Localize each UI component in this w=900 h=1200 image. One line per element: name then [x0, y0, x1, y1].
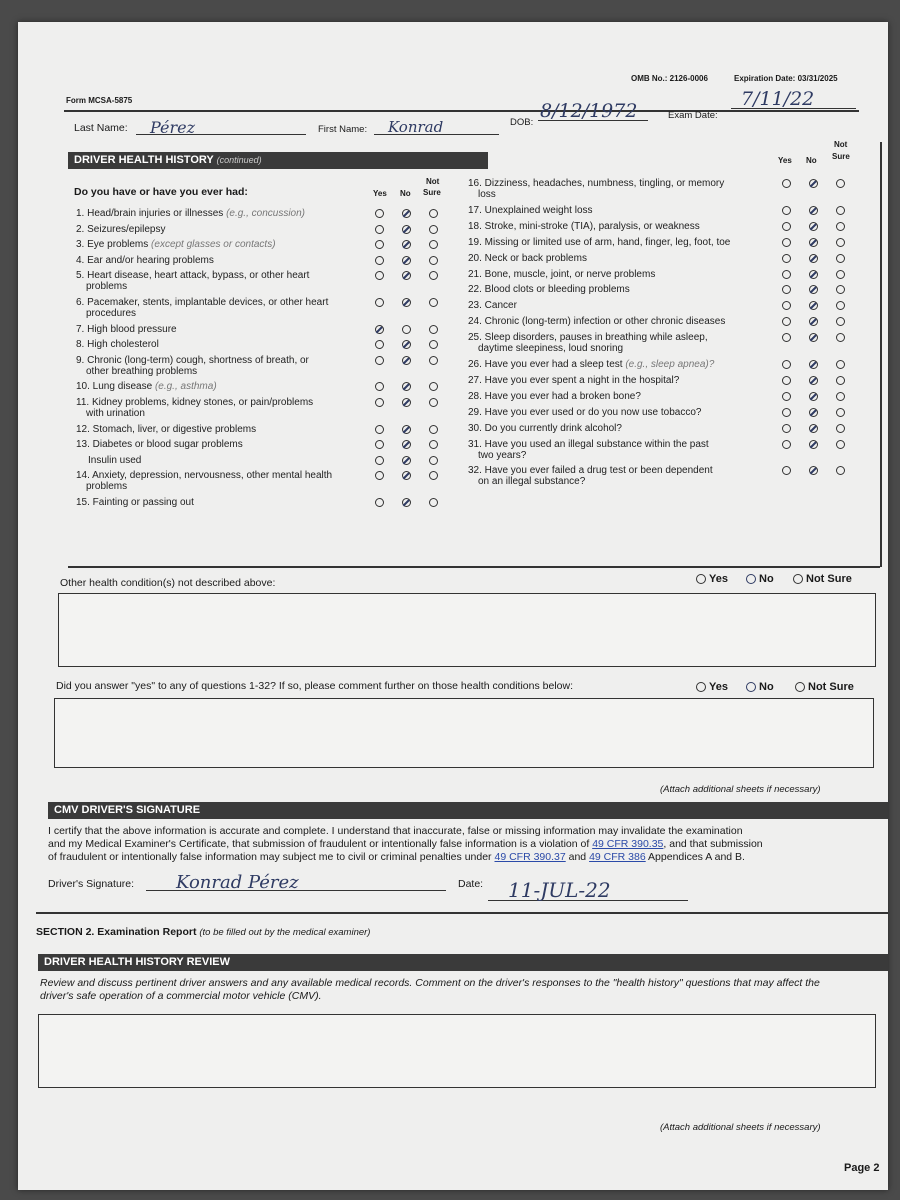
no-radio[interactable] — [809, 238, 818, 247]
review-title: DRIVER HEALTH HISTORY REVIEW — [44, 956, 231, 968]
no-radio[interactable] — [809, 376, 818, 385]
question-text: 25. Sleep disorders, pauses in breathing while asleep, daytime sleepiness, loud snoring — [468, 332, 708, 355]
question-text: 7. High blood pressure — [76, 323, 177, 335]
yes-radio[interactable] — [375, 209, 384, 218]
question-text: Insulin used — [88, 454, 142, 466]
expiration-date: Expiration Date: 03/31/2025 — [734, 74, 838, 83]
section2-title: SECTION 2. Examination Report — [36, 926, 197, 938]
first-name-value: Konrad — [388, 118, 444, 136]
drivers-signature-label: Driver's Signature: — [48, 878, 135, 890]
yes-radio[interactable] — [782, 254, 791, 263]
yes-radio[interactable] — [782, 424, 791, 433]
no-radio[interactable] — [402, 225, 411, 234]
question-text: 11. Kidney problems, kidney stones, or pain/problems with urination — [76, 397, 314, 419]
header-rule — [64, 110, 859, 112]
no-radio[interactable] — [809, 392, 818, 401]
cert-line-3: of fraudulent or intentionally false information may subject me to civil or criminal penalties under 49 CFR 390.37 and 49 CFR 386 Appendices A and B. — [48, 851, 745, 863]
yes-any-yes-option[interactable]: Yes — [696, 681, 728, 693]
not-sure-radio[interactable] — [836, 392, 845, 401]
history-right-border — [880, 142, 882, 567]
yes-radio[interactable] — [375, 456, 384, 465]
no-radio[interactable] — [809, 466, 818, 475]
not-sure-radio[interactable] — [836, 424, 845, 433]
question-text: 23. Cancer — [468, 300, 517, 312]
yes-radio[interactable] — [782, 179, 791, 188]
yes-radio[interactable] — [375, 340, 384, 349]
yes-radio[interactable] — [782, 392, 791, 401]
no-radio[interactable] — [402, 298, 411, 307]
dob-field[interactable] — [538, 100, 648, 121]
not-sure-radio[interactable] — [429, 440, 438, 449]
right-col-not: Not — [834, 140, 848, 149]
dob-value: 8/12/1972 — [540, 100, 638, 122]
section2-heading — [36, 926, 370, 938]
cfr-390-37-link[interactable]: 49 CFR 390.37 — [494, 851, 566, 863]
question-text: 24. Chronic (long-term) infection or other chronic diseases — [468, 316, 726, 328]
review-attach-note: (Attach additional sheets if necessary) — [660, 1122, 821, 1133]
drivers-signature-field[interactable] — [146, 872, 446, 891]
no-radio[interactable] — [402, 209, 411, 218]
not-sure-radio[interactable] — [429, 425, 438, 434]
no-radio[interactable] — [402, 398, 411, 407]
signature-date-field[interactable] — [488, 878, 688, 901]
no-radio[interactable] — [402, 425, 411, 434]
yes-radio[interactable] — [375, 225, 384, 234]
exam-date-value: 7/11/22 — [741, 88, 815, 110]
first-name-field[interactable] — [374, 118, 499, 135]
question-text: 26. Have you ever had a sleep test (e.g., sleep apnea)? — [468, 359, 715, 370]
review-section-bar — [38, 954, 888, 971]
question-text: 16. Dizziness, headaches, numbness, tingling, or memory loss — [468, 178, 725, 200]
no-radio[interactable] — [809, 360, 818, 369]
omb-number: OMB No.: 2126-0006 — [631, 74, 708, 83]
no-radio[interactable] — [809, 270, 818, 279]
right-col-no: No — [806, 156, 817, 165]
not-sure-radio[interactable] — [836, 254, 845, 263]
review-instructions: Review and discuss pertinent driver answers and any available medical records. Comment on the driver's responses to the "health history" questions that may affect the driver's safe operation of a commercial motor vehicle (CMV). — [40, 977, 820, 1002]
exam-date-field[interactable] — [731, 88, 856, 109]
form-number: Form MCSA-5875 — [66, 96, 133, 105]
last-name-value: Pérez — [150, 118, 196, 137]
question-text: 22. Blood clots or bleeding problems — [468, 284, 630, 296]
question-text: 19. Missing or limited use of arm, hand, finger, leg, foot, toe — [468, 236, 731, 248]
not-sure-radio[interactable] — [429, 271, 438, 280]
yes-radio[interactable] — [782, 206, 791, 215]
question-text: 13. Diabetes or blood sugar problems — [76, 439, 243, 451]
yes-radio[interactable] — [782, 238, 791, 247]
yes-radio[interactable] — [375, 240, 384, 249]
not-sure-radio[interactable] — [429, 382, 438, 391]
last-name-field[interactable] — [136, 118, 306, 135]
yes-any-no-option[interactable]: No — [746, 681, 774, 693]
other-no-option[interactable]: No — [746, 573, 774, 585]
not-sure-radio[interactable] — [429, 298, 438, 307]
yes-radio[interactable] — [375, 325, 384, 334]
no-radio[interactable] — [402, 456, 411, 465]
other-yes-radio[interactable] — [696, 574, 706, 584]
not-sure-radio[interactable] — [836, 317, 845, 326]
no-radio[interactable] — [809, 424, 818, 433]
not-sure-radio[interactable] — [429, 356, 438, 365]
question-text: 20. Neck or back problems — [468, 252, 587, 264]
cert-line-1: I certify that the above information is accurate and complete. I understand that inaccurate, false or missing information may invalidate the examination — [48, 825, 743, 837]
form-page — [18, 22, 888, 1190]
yes-radio[interactable] — [375, 498, 384, 507]
yes-radio[interactable] — [782, 222, 791, 231]
question-text: 32. Have you ever failed a drug test or been dependent on an illegal substance? — [468, 465, 713, 488]
question-text: 29. Have you ever used or do you now use tobacco? — [468, 406, 702, 418]
not-sure-radio[interactable] — [836, 222, 845, 231]
yes-any-not-sure-radio[interactable] — [795, 682, 805, 692]
signature-title: CMV DRIVER'S SIGNATURE — [54, 804, 201, 816]
no-radio[interactable] — [402, 271, 411, 280]
question-text: 9. Chronic (long-term) cough, shortness of breath, or other breathing problems — [76, 354, 309, 377]
yes-radio[interactable] — [782, 466, 791, 475]
question-text: 1. Head/brain injuries or illnesses (e.g., concussion) — [76, 208, 306, 219]
yes-any-label: Did you answer "yes" to any of questions 1-32? If so, please comment further on those health conditions below: — [56, 680, 573, 692]
other-not-sure-radio[interactable] — [793, 574, 803, 584]
not-sure-radio[interactable] — [836, 408, 845, 417]
not-sure-radio[interactable] — [429, 209, 438, 218]
yes-radio[interactable] — [782, 317, 791, 326]
yes-radio[interactable] — [375, 471, 384, 480]
cert-line-2: and my Medical Examiner's Certificate, that submission of fraudulent or intentionally false information is a violation of 49 CFR 390.35, and that submission — [48, 838, 763, 850]
yes-radio[interactable] — [782, 270, 791, 279]
section2-note: (to be filled out by the medical examiner) — [199, 927, 371, 938]
history-title-suffix: (continued) — [216, 155, 262, 165]
question-text: 5. Heart disease, heart attack, bypass, or other heart problems — [76, 270, 310, 293]
not-sure-radio[interactable] — [836, 466, 845, 475]
other-not-sure-option[interactable]: Not Sure — [793, 573, 852, 585]
yes-radio[interactable] — [375, 356, 384, 365]
yes-radio[interactable] — [375, 398, 384, 407]
signature-section-bar — [48, 802, 888, 819]
yes-radio[interactable] — [782, 440, 791, 449]
no-radio[interactable] — [809, 222, 818, 231]
history-question-header: Do you have or have you ever had: — [74, 186, 248, 198]
left-col-not: Not — [426, 177, 440, 186]
not-sure-radio[interactable] — [836, 238, 845, 247]
yes-any-attach-note: (Attach additional sheets if necessary) — [660, 784, 821, 795]
right-col-sure: Sure — [832, 152, 850, 161]
exam-date-label: Exam Date: — [668, 110, 718, 121]
question-text: 3. Eye problems (except glasses or contacts) — [76, 239, 276, 251]
not-sure-radio[interactable] — [429, 456, 438, 465]
no-radio[interactable] — [809, 440, 818, 449]
no-radio[interactable] — [809, 206, 818, 215]
other-no-radio[interactable] — [746, 574, 756, 584]
not-sure-radio[interactable] — [429, 225, 438, 234]
question-text: 2. Seizures/epilepsy — [76, 223, 166, 235]
not-sure-radio[interactable] — [429, 471, 438, 480]
yes-radio[interactable] — [782, 408, 791, 417]
page-number: Page 2 — [844, 1162, 880, 1174]
yes-radio[interactable] — [782, 285, 791, 294]
no-radio[interactable] — [809, 254, 818, 263]
no-radio[interactable] — [402, 382, 411, 391]
yes-any-comment-textbox[interactable] — [54, 698, 874, 768]
review-comment-textbox[interactable] — [38, 1014, 876, 1088]
not-sure-radio[interactable] — [836, 333, 845, 342]
other-conditions-textbox[interactable] — [58, 593, 876, 667]
no-radio[interactable] — [809, 285, 818, 294]
no-radio[interactable] — [402, 325, 411, 334]
yes-radio[interactable] — [782, 301, 791, 310]
drivers-signature-value: Konrad Pérez — [176, 872, 299, 893]
not-sure-radio[interactable] — [836, 440, 845, 449]
question-text: 12. Stomach, liver, or digestive problems — [76, 423, 257, 435]
not-sure-radio[interactable] — [836, 270, 845, 279]
question-text: 6. Pacemaker, stents, implantable devices, or other heart procedures — [76, 297, 329, 319]
no-radio[interactable] — [402, 440, 411, 449]
question-text: 15. Fainting or passing out — [76, 497, 194, 508]
yes-radio[interactable] — [782, 333, 791, 342]
question-text: 10. Lung disease (e.g., asthma) — [76, 381, 217, 393]
question-text: 27. Have you ever spent a night in the hospital? — [468, 374, 680, 386]
not-sure-radio[interactable] — [429, 498, 438, 507]
no-radio[interactable] — [402, 240, 411, 249]
history-title: DRIVER HEALTH HISTORY — [74, 154, 214, 166]
yes-radio[interactable] — [375, 271, 384, 280]
no-radio[interactable] — [402, 471, 411, 480]
certification-text — [48, 825, 888, 864]
no-radio[interactable] — [402, 498, 411, 507]
not-sure-radio[interactable] — [836, 376, 845, 385]
not-sure-radio[interactable] — [836, 285, 845, 294]
no-radio[interactable] — [402, 340, 411, 349]
history-bottom-rule — [68, 566, 880, 568]
no-radio[interactable] — [809, 408, 818, 417]
other-yes-option[interactable]: Yes — [696, 573, 728, 585]
no-radio[interactable] — [402, 356, 411, 365]
not-sure-radio[interactable] — [429, 325, 438, 334]
first-name-label: First Name: — [318, 124, 368, 135]
no-radio[interactable] — [809, 333, 818, 342]
right-col-yes: Yes — [778, 156, 792, 165]
not-sure-radio[interactable] — [836, 301, 845, 310]
yes-radio[interactable] — [375, 382, 384, 391]
yes-any-not-sure-option[interactable]: Not Sure — [795, 681, 854, 693]
yes-radio[interactable] — [782, 360, 791, 369]
no-radio[interactable] — [402, 256, 411, 265]
last-name-label: Last Name: — [74, 122, 128, 134]
signature-date-label: Date: — [458, 878, 484, 890]
not-sure-radio[interactable] — [836, 360, 845, 369]
no-radio[interactable] — [809, 317, 818, 326]
cfr-390-35-link[interactable]: 49 CFR 390.35 — [592, 838, 664, 850]
question-text: 30. Do you currently drink alcohol? — [468, 422, 622, 434]
question-text: 14. Anxiety, depression, nervousness, other mental health problems — [76, 470, 333, 493]
not-sure-radio[interactable] — [836, 179, 845, 188]
left-col-sure: Sure — [423, 188, 441, 197]
yes-radio[interactable] — [375, 298, 384, 307]
no-radio[interactable] — [809, 301, 818, 310]
question-text: 17. Unexplained weight loss — [468, 204, 593, 216]
cfr-386-link[interactable]: 49 CFR 386 — [589, 851, 646, 863]
yes-radio[interactable] — [782, 376, 791, 385]
not-sure-radio[interactable] — [429, 398, 438, 407]
yes-any-no-radio[interactable] — [746, 682, 756, 692]
question-text: 31. Have you used an illegal substance within the past two years? — [468, 438, 709, 461]
not-sure-radio[interactable] — [836, 206, 845, 215]
not-sure-radio[interactable] — [429, 256, 438, 265]
question-text: 8. High cholesterol — [76, 339, 159, 351]
yes-radio[interactable] — [375, 425, 384, 434]
question-text: 21. Bone, muscle, joint, or nerve problems — [468, 268, 656, 280]
left-col-no: No — [400, 189, 411, 198]
yes-radio[interactable] — [375, 440, 384, 449]
not-sure-radio[interactable] — [429, 340, 438, 349]
signature-date-value: 11-JUL-22 — [508, 878, 611, 902]
question-text: 4. Ear and/or hearing problems — [76, 254, 214, 266]
yes-radio[interactable] — [375, 256, 384, 265]
other-conditions-label: Other health condition(s) not described above: — [60, 577, 276, 589]
question-text: 28. Have you ever had a broken bone? — [468, 390, 641, 402]
history-section-bar — [68, 152, 488, 169]
not-sure-radio[interactable] — [429, 240, 438, 249]
question-text: 18. Stroke, mini-stroke (TIA), paralysis, or weakness — [468, 220, 700, 232]
no-radio[interactable] — [809, 179, 818, 188]
yes-any-yes-radio[interactable] — [696, 682, 706, 692]
dob-label: DOB: — [510, 117, 534, 128]
signature-bottom-rule — [36, 912, 888, 914]
left-col-yes: Yes — [373, 189, 387, 198]
